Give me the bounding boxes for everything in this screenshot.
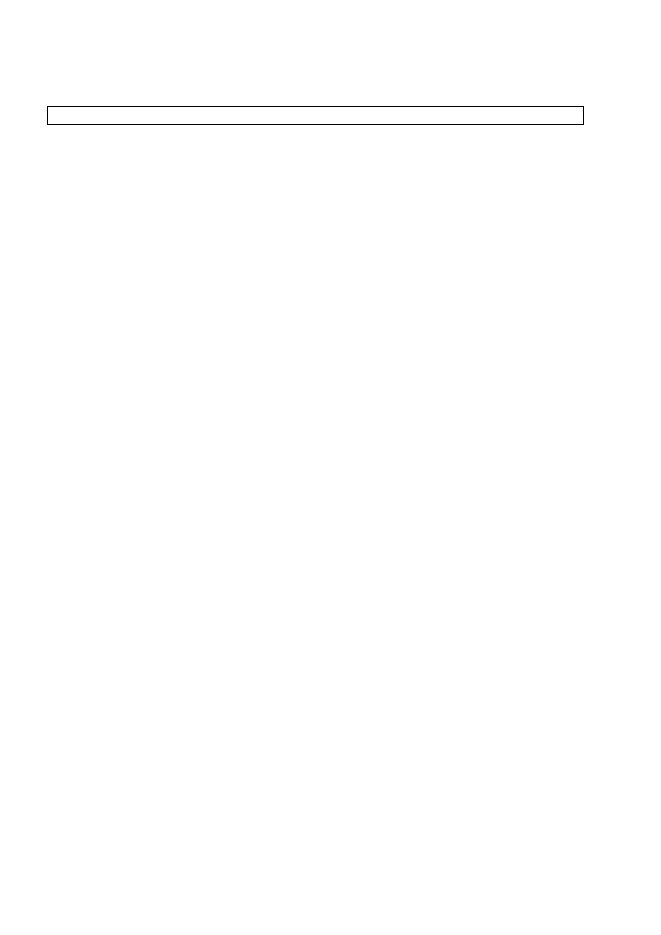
notes-row: [48, 107, 584, 125]
dimensions-table: [47, 106, 584, 125]
notes-cell: [48, 107, 584, 125]
